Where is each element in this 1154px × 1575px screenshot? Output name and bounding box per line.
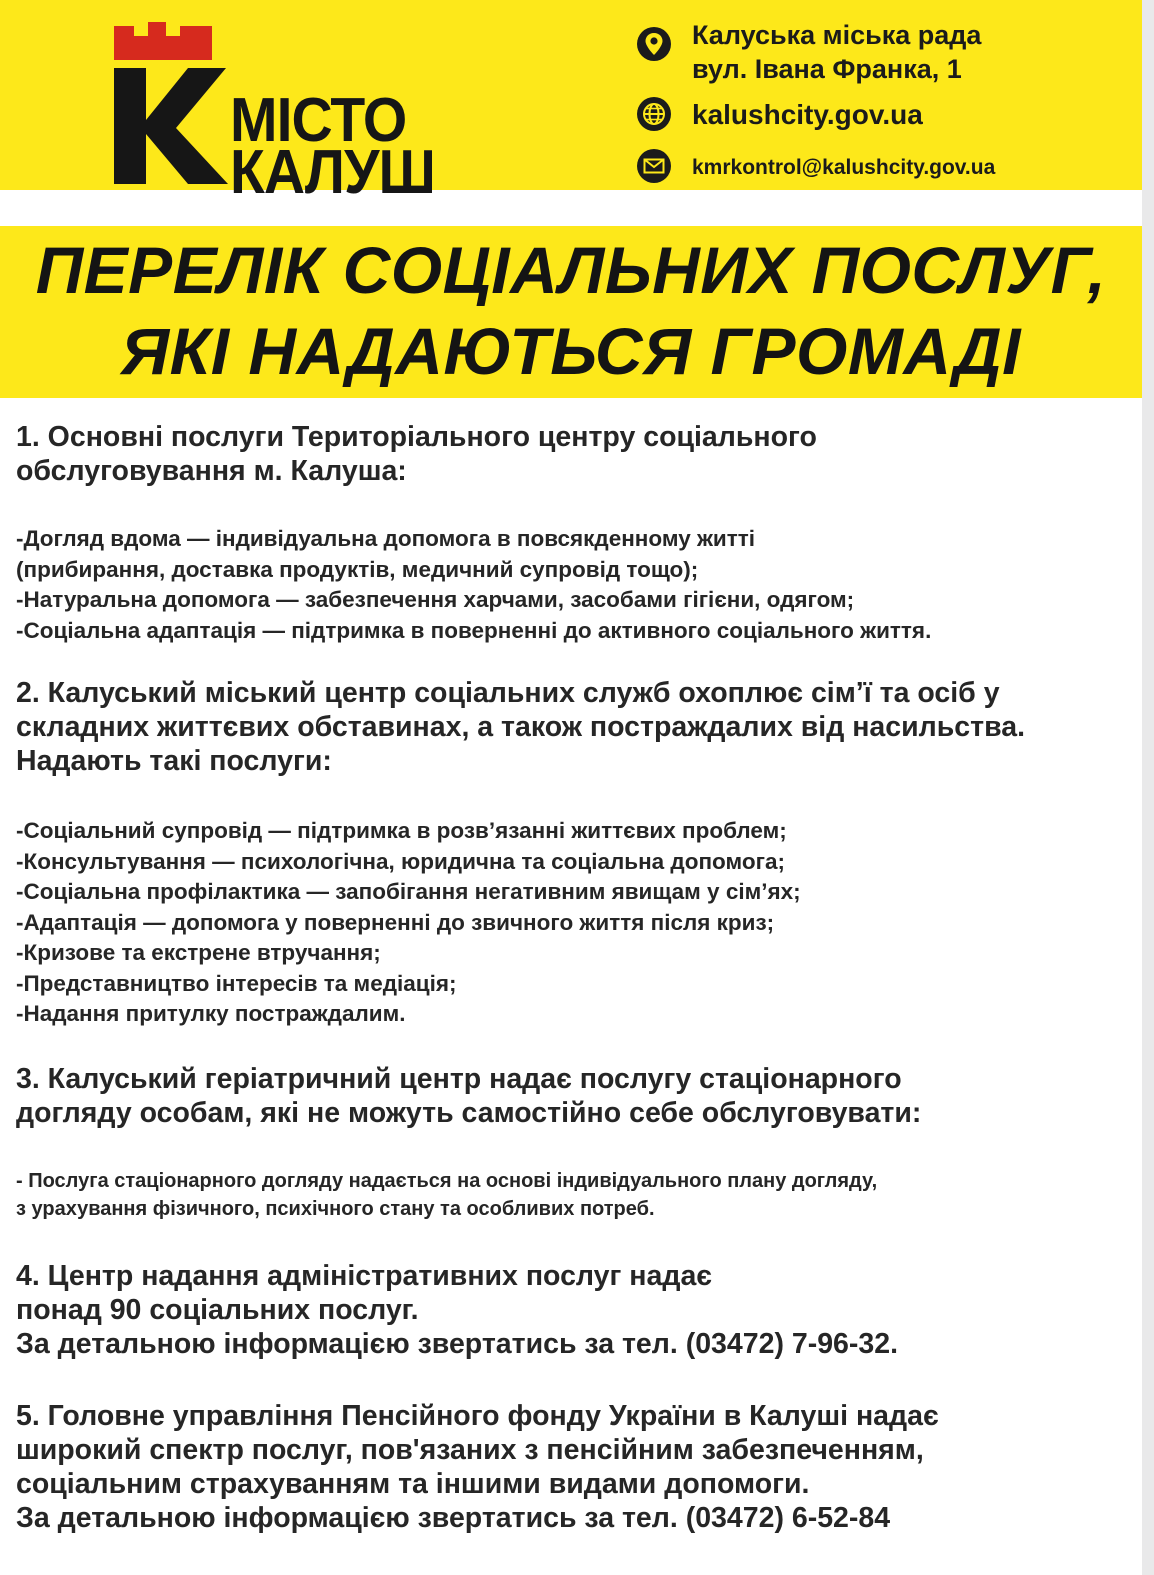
list-item: з урахування фізичного, психічного стану та особливих потреб. (16, 1198, 655, 1220)
section-2-heading (16, 676, 1136, 778)
address-line-1: Калуська міська рада (692, 20, 982, 50)
logo-word-misto: МІСТО (230, 86, 407, 155)
list-item: -Догляд вдома — індивідуальна допомога в повсякденному житті (16, 526, 756, 551)
list-item: -Кризове та екстрене втручання; (16, 940, 381, 965)
section-1-heading (16, 420, 1136, 488)
section-3-list (16, 1167, 1136, 1223)
section-2-list (16, 816, 1136, 1030)
city-logo (110, 20, 440, 207)
address-line-2: вул. Івана Франка, 1 (692, 54, 962, 84)
section-1-heading-line-2: обслуговування м. Калуша: (16, 455, 407, 487)
section-4-line-3: За детальною інформацією звертатись за тел. (03472) 7-96-32. (16, 1328, 899, 1360)
right-edge-strip (1142, 0, 1154, 1575)
list-item: -Соціальний супровід — підтримка в розв’язанні життєвих проблем; (16, 818, 787, 843)
list-item: -Надання притулку постраждалим. (16, 1001, 406, 1026)
page-title-line-2: ЯКІ НАДАЮТЬСЯ ГРОМАДІ (121, 314, 1021, 388)
section-3-heading-line-2: догляду особам, які не можуть самостійно себе обслуговувати: (16, 1097, 922, 1129)
section-1-heading-line-1: 1. Основні послуги Територіального центру соціального (16, 421, 817, 453)
globe-icon (636, 96, 672, 132)
section-4-line-1: 4. Центр надання адміністративних послуг надає (16, 1260, 713, 1292)
email-link[interactable]: kmrkontrol@kalushcity.gov.ua (692, 156, 996, 179)
section-5-line-4: За детальною інформацією звертатись за тел. (03472) 6-52-84 (16, 1502, 891, 1534)
section-4-line-2: понад 90 соціальних послуг. (16, 1294, 419, 1326)
website-link[interactable]: kalushcity.gov.ua (692, 99, 923, 130)
list-item: - Послуга стаціонарного догляду надається на основі індивідуального плану догляду, (16, 1170, 878, 1192)
list-item: -Натуральна допомога — забезпечення харчами, засобами гігієни, одягом; (16, 587, 855, 612)
section-4 (16, 1259, 1136, 1361)
section-1-list (16, 524, 1136, 646)
section-5-line-1: 5. Головне управління Пенсійного фонду України в Калуші надає (16, 1400, 939, 1432)
logo-word-kalush: КАЛУШ (230, 138, 435, 207)
list-item: -Соціальна профілактика — запобігання негативним явищам у сім’ях; (16, 879, 801, 904)
section-3-heading-line-1: 3. Калуський геріатричний центр надає послугу стаціонарного (16, 1063, 902, 1095)
kalush-k-tower-icon (110, 20, 230, 190)
address-text (692, 18, 981, 86)
list-item: -Адаптація — допомога у поверненні до звичного життя після криз; (16, 909, 775, 935)
section-2-heading-line-2: складних життєвих обставинах, а також постраждалих від насильства. (16, 711, 1025, 743)
section-5-line-3: соціальним страхуванням та іншими видами допомоги. (16, 1468, 810, 1500)
envelope-icon (636, 148, 672, 184)
page-title-line-1: ПЕРЕЛІК СОЦІАЛЬНИХ ПОСЛУГ, (35, 233, 1107, 307)
section-3-heading (16, 1062, 1136, 1130)
list-item: -Консультування — психологічна, юридична та соціальна допомога; (16, 848, 785, 874)
list-item: -Представництво інтересів та медіація; (16, 970, 457, 996)
list-item: (прибирання, доставка продуктів, медичний супровід тощо); (16, 556, 699, 582)
section-5 (16, 1399, 1136, 1535)
list-item: -Соціальна адаптація — підтримка в поверненні до активного соціального життя. (16, 617, 932, 643)
section-2-heading-line-1: 2. Калуський міський центр соціальних служб охоплює сім’ї та осіб у (16, 677, 1000, 709)
location-pin-icon (636, 26, 672, 62)
section-5-line-2: широкий спектр послуг, пов'язаних з пенсійним забезпеченням, (16, 1434, 924, 1466)
header-banner (0, 0, 1142, 207)
section-2-heading-line-3: Надають такі послуги: (16, 745, 332, 777)
